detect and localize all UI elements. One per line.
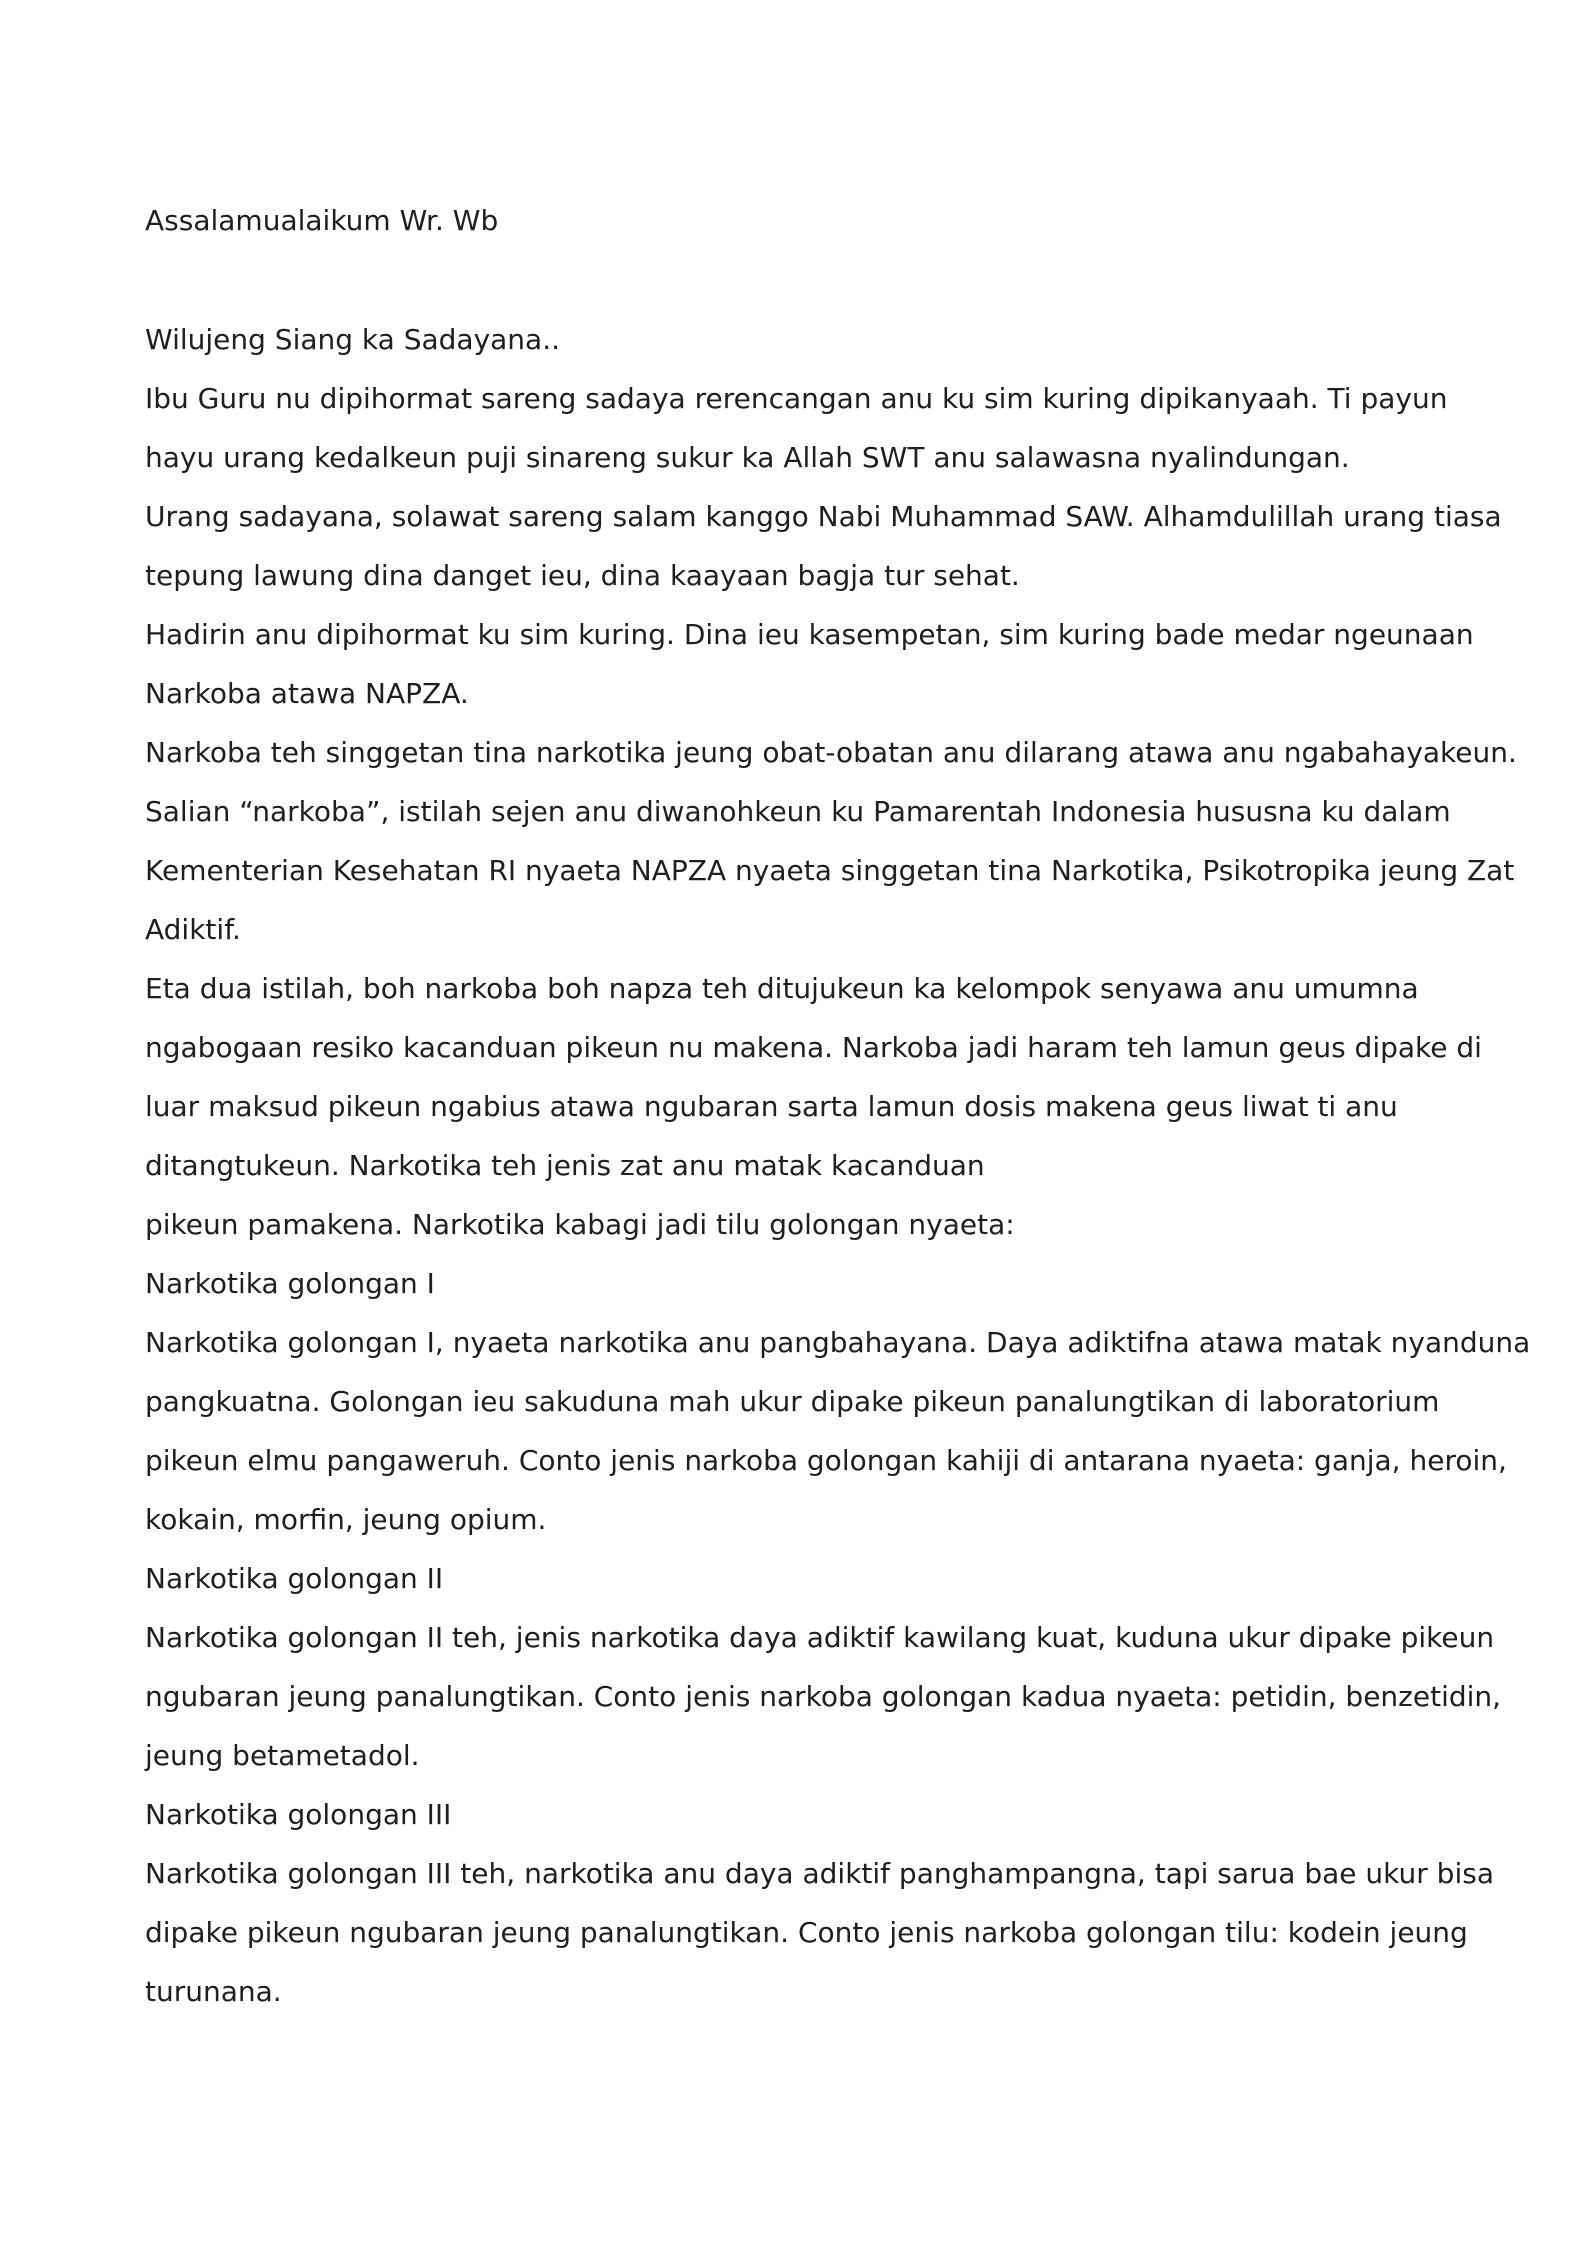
text-line: Adiktif.	[145, 913, 241, 946]
text-line: Eta dua istilah, boh narkoba boh napza teh ditujukeun ka kelompok senyawa anu umumna	[145, 972, 1419, 1005]
section-heading: Narkotika golongan I	[145, 1267, 435, 1300]
text-line: Kementerian Kesehatan RI nyaeta NAPZA nyaeta singgetan tina Narkotika, Psikotropika jeung Zat	[145, 854, 1515, 887]
text-line: hayu urang kedalkeun puji sinareng sukur ka Allah SWT anu salawasna nyalindungan.	[145, 441, 1350, 474]
text-line: Narkotika golongan II teh, jenis narkotika daya adiktif kawilang kuat, kuduna ukur dipake pikeun	[145, 1621, 1495, 1654]
text-line: Narkoba atawa NAPZA.	[145, 677, 469, 710]
text-line: ngubaran jeung panalungtikan. Conto jenis narkoba golongan kadua nyaeta: petidin, benzetidin,	[145, 1680, 1502, 1713]
section-heading: Narkotika golongan III	[145, 1798, 452, 1831]
text-line: Salian “narkoba”, istilah sejen anu diwanohkeun ku Pamarentah Indonesia hususna ku dalam	[145, 795, 1451, 828]
text-line: Narkotika golongan III teh, narkotika anu daya adiktif panghampangna, tapi sarua bae ukur bisa	[145, 1857, 1494, 1890]
greeting-line: Assalamualaikum Wr. Wb	[145, 204, 499, 237]
text-line: pikeun pamakena. Narkotika kabagi jadi tilu golongan nyaeta:	[145, 1208, 1015, 1241]
text-line: dipake pikeun ngubaran jeung panalungtikan. Conto jenis narkoba golongan tilu: kodein jeung	[145, 1916, 1468, 1949]
text-line: Urang sadayana, solawat sareng salam kanggo Nabi Muhammad SAW. Alhamdulillah urang tiasa	[145, 500, 1502, 533]
text-line: Narkoba teh singgetan tina narkotika jeung obat-obatan anu dilarang atawa anu ngabahayakeun.	[145, 736, 1517, 769]
text-line: kokain, morfin, jeung opium.	[145, 1503, 547, 1536]
text-line: jeung betametadol.	[145, 1739, 420, 1772]
text-line: ditangtukeun. Narkotika teh jenis zat anu matak kacanduan	[145, 1149, 985, 1182]
text-line: Ibu Guru nu dipihormat sareng sadaya rerencangan anu ku sim kuring dipikanyaah. Ti payun	[145, 382, 1448, 415]
document-body	[145, 310, 1531, 2021]
text-line: Hadirin anu dipihormat ku sim kuring. Dina ieu kasempetan, sim kuring bade medar ngeunaan	[145, 618, 1474, 651]
text-line: Narkotika golongan I, nyaeta narkotika anu pangbahayana. Daya adiktifna atawa matak nyanduna	[145, 1326, 1531, 1359]
text-line: pangkuatna. Golongan ieu sakuduna mah ukur dipake pikeun panalungtikan di laboratorium	[145, 1385, 1440, 1418]
text-line: pikeun elmu pangaweruh. Conto jenis narkoba golongan kahiji di antarana nyaeta: ganja, heroin,	[145, 1444, 1507, 1477]
text-line: Wilujeng Siang ka Sadayana..	[145, 323, 561, 356]
text-line: tepung lawung dina danget ieu, dina kaayaan bagja tur sehat.	[145, 559, 1020, 592]
text-line: ngabogaan resiko kacanduan pikeun nu makena. Narkoba jadi haram teh lamun geus dipake di	[145, 1031, 1482, 1064]
text-line: turunana.	[145, 1975, 282, 2008]
section-heading: Narkotika golongan II	[145, 1562, 444, 1595]
text-line: luar maksud pikeun ngabius atawa ngubaran sarta lamun dosis makena geus liwat ti anu	[145, 1090, 1398, 1123]
